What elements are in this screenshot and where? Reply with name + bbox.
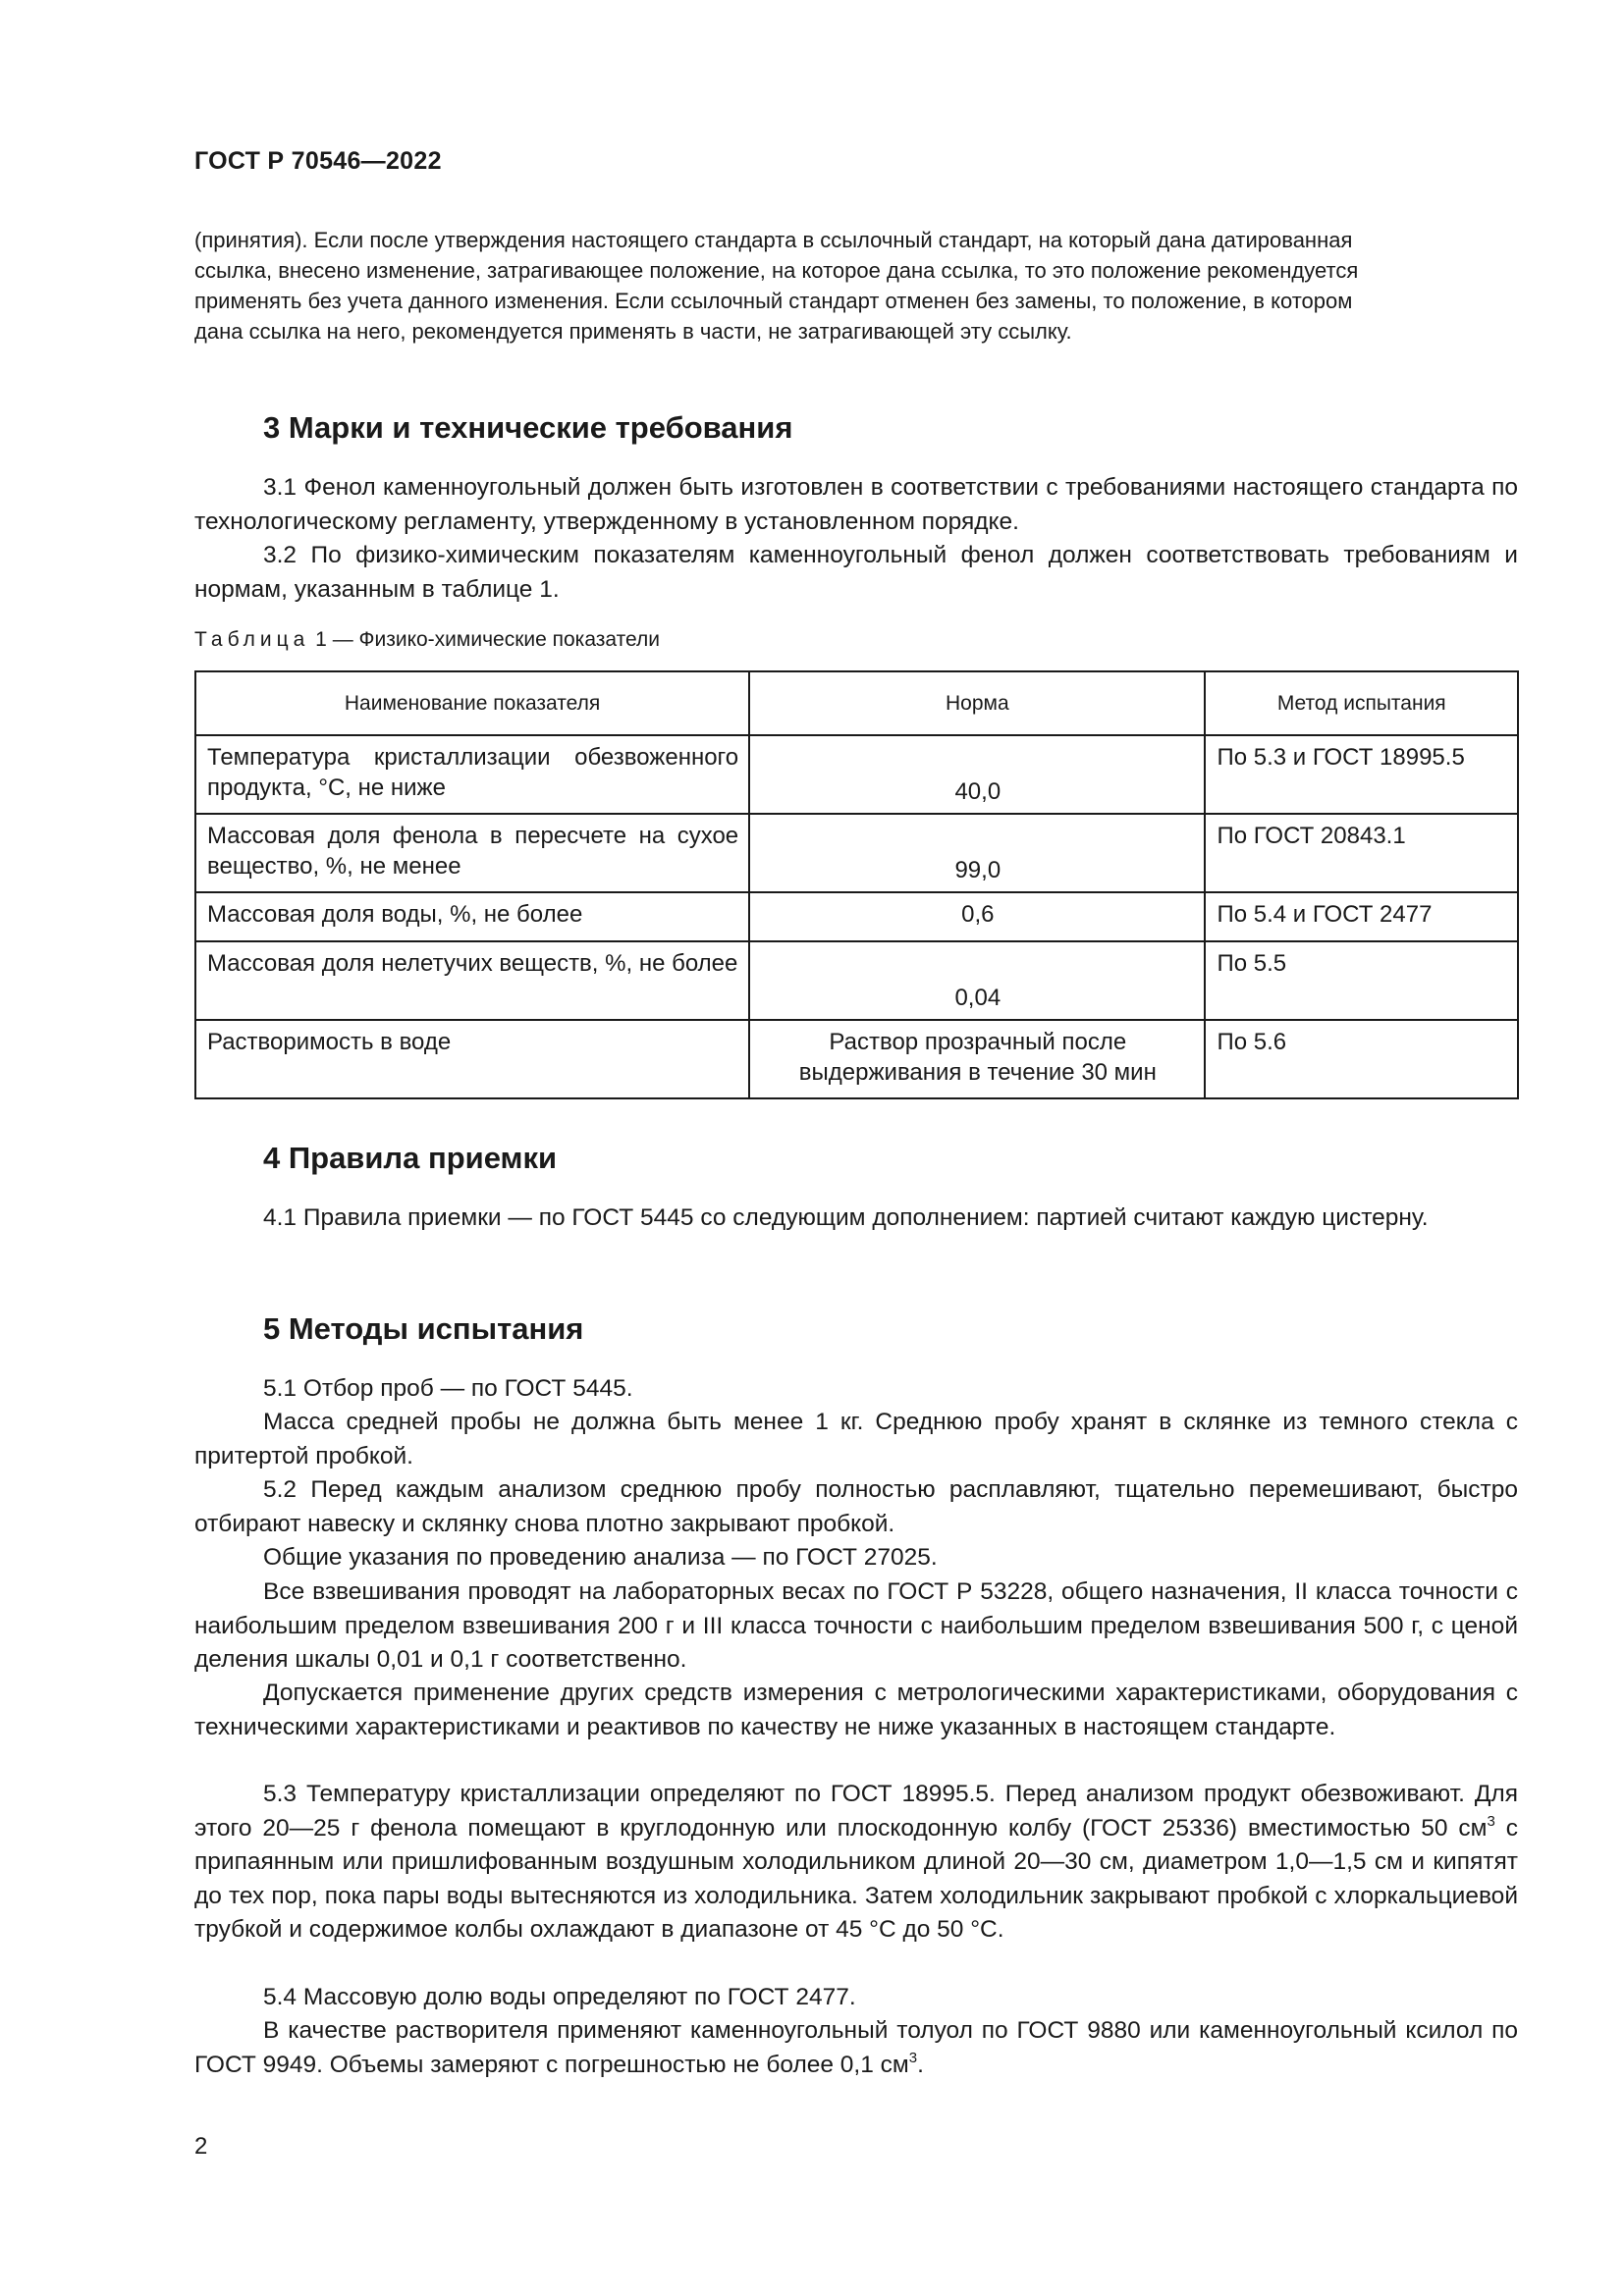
table-header-row <box>195 671 1518 735</box>
test-method-cell: По 5.3 и ГОСТ 18995.5 <box>1205 735 1518 814</box>
table-header-cell: Метод испытания <box>1205 671 1518 735</box>
superscript: 3 <box>1487 1812 1495 1830</box>
paragraph-3-1: 3.1 Фенол каменноугольный должен быть изготовлен в соответствии с требованиями настоящего стандарта по технологическому регламенту, утвержденному в установленном порядке. <box>194 474 1518 535</box>
physchem-properties-table <box>194 670 1519 1099</box>
table-row <box>195 941 1518 1020</box>
superscript: 3 <box>908 2049 918 2066</box>
paragraph-5-2-weighing: Все взвешивания проводят на лабораторных весах по ГОСТ Р 53228, общего назначения, II класса точности с наибольшим пределом взвешивания 200 г и III класса точности с наибольшим пределом взвешивания 500 г, с ценой деления шкалы 0,01 и 0,1 г соответственно. <box>194 1578 1518 1673</box>
norm-cell: 99,0 <box>749 814 1205 892</box>
table-caption-text: 1 — Физико-химические показатели <box>309 628 660 651</box>
paragraph-5-4: 5.4 Массовую долю воды определяют по ГОСТ 2477. <box>263 1984 856 2010</box>
intro-line: применять без учета данного изменения. Если ссылочный стандарт отменен без замены, то положение, в котором <box>194 289 1353 313</box>
paragraph-5-3-text-b: с припаянным или пришлифованным воздушным холодильником длиной 20—30 см, диаметром 1,0—1,5 см и кипятят до тех пор, пока пары воды вытесняются из холодильника. Затем холодильник закрывают пробкой с хлоркальциевой трубкой и содержимое колбы охлаждают в диапазоне от 45 °С до 50 °С. <box>194 1814 1518 1943</box>
test-method-cell: По 5.6 <box>1205 1020 1518 1098</box>
paragraph-5-3-text-a: 5.3 Температуру кристаллизации определяют по ГОСТ 18995.5. Перед анализом продукт обезвоживают. Для этого 20—25 г фенола помещают в круглодонную или плоскодонную колбу (ГОСТ 25336) вместимостью 50 см <box>194 1781 1518 1842</box>
section-3-title: 3 Марки и технические требования <box>263 410 793 445</box>
norm-cell: 40,0 <box>749 735 1205 814</box>
section-4-title: 4 Правила приемки <box>263 1141 558 1175</box>
paragraph-3-2: 3.2 По физико-химическим показателям каменноугольный фенол должен соответствовать требованиям и нормам, указанным в таблице 1. <box>194 542 1518 603</box>
table-1-caption <box>194 628 660 652</box>
intro-paragraph <box>194 225 1518 347</box>
paragraph-5-1-sample-mass: Масса средней пробы не должна быть менее 1 кг. Среднюю пробу хранят в склянке из темного стекла с притертой пробкой. <box>194 1409 1518 1469</box>
document-id-header: ГОСТ Р 70546—2022 <box>194 147 442 175</box>
table-row <box>195 735 1518 814</box>
table-row <box>195 892 1518 941</box>
norm-cell: Раствор прозрачный после выдерживания в течение 30 мин <box>749 1020 1205 1098</box>
table-caption-label: Таблица <box>194 628 310 651</box>
indicator-name-cell: Растворимость в воде <box>195 1020 749 1098</box>
paragraph-5-2-general: Общие указания по проведению анализа — по ГОСТ 27025. <box>263 1544 938 1571</box>
intro-line: (принятия). Если после утверждения настоящего стандарта в ссылочный стандарт, на который дана датированная <box>194 228 1353 252</box>
section-5-title: 5 Методы испытания <box>263 1311 584 1346</box>
paragraph-4-1: 4.1 Правила приемки — по ГОСТ 5445 со следующим дополнением: партией считают каждую цистерну. <box>263 1204 1429 1231</box>
test-method-cell: По ГОСТ 20843.1 <box>1205 814 1518 892</box>
paragraph-5-4-solvent-end: . <box>917 2051 924 2078</box>
table-row <box>195 1020 1518 1098</box>
paragraph-5-3 <box>194 1778 1518 1948</box>
test-method-cell: По 5.4 и ГОСТ 2477 <box>1205 892 1518 941</box>
paragraph-5-4-solvent <box>194 2014 1518 2082</box>
table-header-cell: Норма <box>749 671 1205 735</box>
indicator-name-cell: Массовая доля фенола в пересчете на сухое вещество, %, не менее <box>195 814 749 892</box>
paragraph-5-4-solvent-text: В качестве растворителя применяют каменноугольный толуол по ГОСТ 9880 или каменноугольный ксилол по ГОСТ 9949. Объемы замеряют с погрешностью не более 0,1 см <box>194 2017 1518 2078</box>
norm-cell: 0,04 <box>749 941 1205 1020</box>
page-number: 2 <box>194 2133 208 2160</box>
table-row <box>195 814 1518 892</box>
test-method-cell: По 5.5 <box>1205 941 1518 1020</box>
indicator-name-cell: Температура кристаллизации обезвоженного продукта, °С, не ниже <box>195 735 749 814</box>
table-header-cell: Наименование показателя <box>195 671 749 735</box>
paragraph-5-2: 5.2 Перед каждым анализом среднюю пробу полностью расплавляют, тщательно перемешивают, быстро отбирают навеску и склянку снова плотно закрывают пробкой. <box>194 1476 1518 1537</box>
paragraph-5-2-alternatives: Допускается применение других средств измерения с метрологическими характеристиками, оборудования с техническими характеристиками и реактивов по качеству не ниже указанных в настоящем стандарте. <box>194 1680 1518 1740</box>
intro-line: дана ссылка на него, рекомендуется применять в части, не затрагивающей эту ссылку. <box>194 319 1072 344</box>
paragraph-5-1: 5.1 Отбор проб — по ГОСТ 5445. <box>263 1375 633 1402</box>
intro-line: ссылка, внесено изменение, затрагивающее положение, на которое дана ссылка, то это положение рекомендуется <box>194 258 1359 283</box>
indicator-name-cell: Массовая доля воды, %, не более <box>195 892 749 941</box>
indicator-name-cell: Массовая доля нелетучих веществ, %, не более <box>195 941 749 1020</box>
norm-cell: 0,6 <box>749 892 1205 941</box>
